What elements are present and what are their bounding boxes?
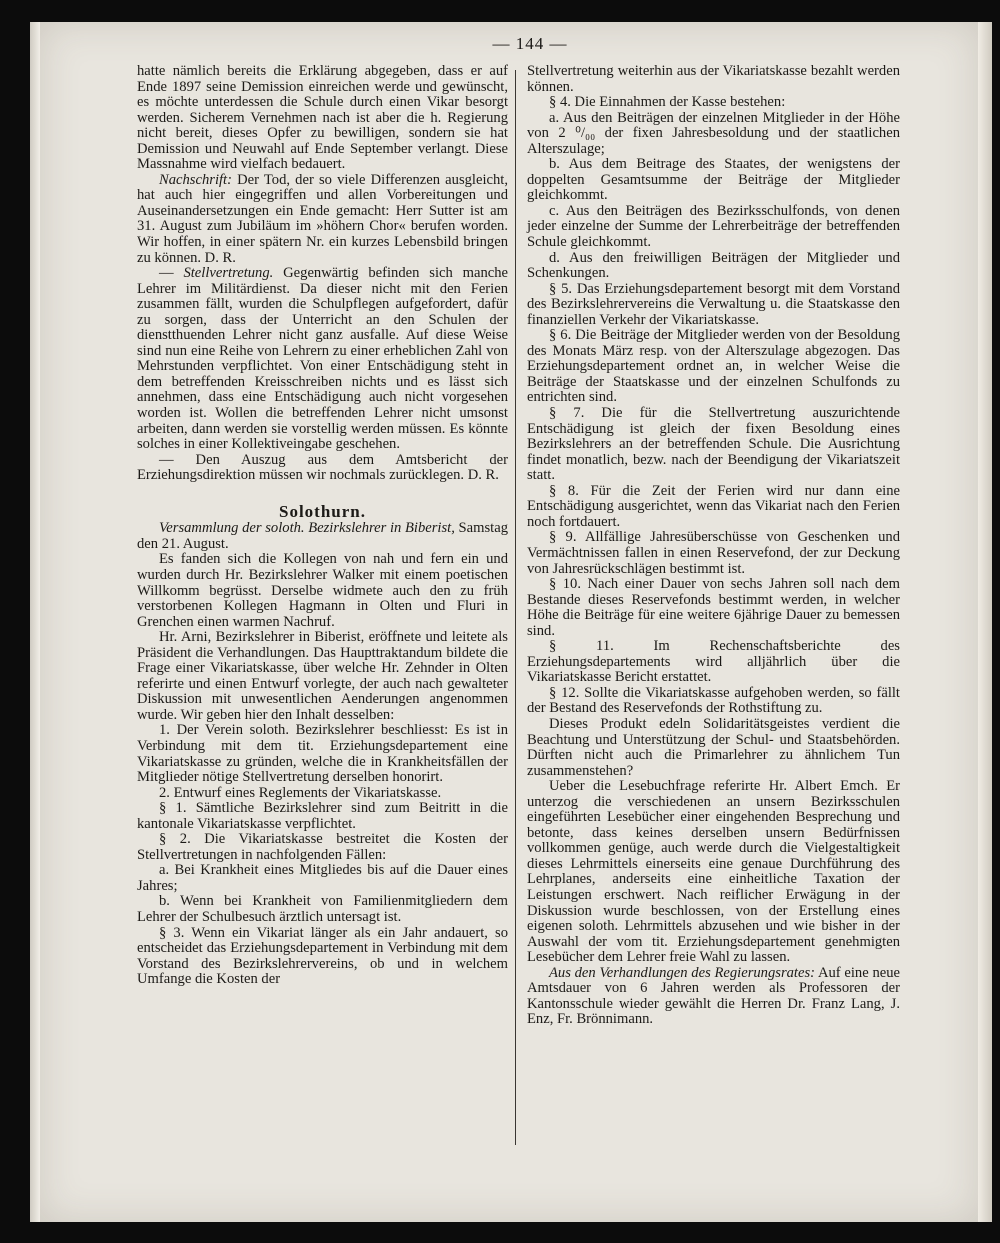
paragraph-text: § 11. Im Rechenschaftsberichte des Erziehungsdepartements wird alljährlich über die Vikariatskasse Bericht erstattet.	[527, 638, 900, 686]
right-paragraph	[527, 282, 900, 329]
paragraph-text: § 7. Die für die Stellvertretung auszurichtende Entschädigung ist gleich der fixen Besoldung eines Bezirkslehrers an der betreffenden Schule. Die Ausrichtung findet monatlich, bezw. nach der Beendigung der Vikariatszeit statt.	[527, 405, 900, 484]
right-paragraph	[527, 204, 900, 251]
left-paragraph	[137, 630, 508, 723]
left-paragraph	[137, 521, 508, 552]
paragraph-text: Stellvertretung weiterhin aus der Vikariatskasse bezahlt werden können.	[527, 63, 900, 95]
paragraph-text: § 10. Nach einer Dauer von sechs Jahren soll nach dem Bestande dieses Reservefonds bestimmt werden, in welcher Höhe die Beiträge für eine weitere 6jährige Dauer zu bemessen sind.	[527, 576, 900, 639]
paragraph-dash: —	[159, 265, 184, 282]
column-divider	[515, 70, 516, 1145]
left-paragraph	[137, 64, 508, 173]
left-paragraph	[137, 173, 508, 266]
left-paragraph	[137, 863, 508, 894]
paragraph-lead-italic: Nachschrift:	[159, 171, 232, 188]
paragraph-text: Gegenwärtig befinden sich manche Lehrer im Militärdienst. Da dieser nicht mit den Ferien zusammen fällt, wurden die Schulpflegen aufgefordert, dafür zu sorgen, dass der Unterricht an den Schulen der dienstthuenden Lehrer nicht ganz ausfalle. Auf diese Weise sind nun eine Reihe von Lehrern zu einer erheblichen Zahl von Mehrstunden verpflichtet. Von einer Entschädigung steht in dem betreffenden Kreisschreiben nichts und es lässt sich annehmen, dass eine Entschädigung auch nicht vorgesehen worden ist. Wollen die betreffenden Lehrer nicht umsonst arbeiten, dann werden sie vorstellig werden müssen. Es könnte solches in einer Kollektiveingabe geschehen.	[137, 265, 508, 453]
paragraph-text: 2. Entwurf eines Reglements der Vikariatskasse.	[159, 784, 442, 801]
left-column	[137, 64, 508, 988]
right-paragraph	[527, 484, 900, 531]
paragraph-text: Hr. Arni, Bezirkslehrer in Biberist, eröffnete und leitete als Präsident die Verhandlungen. Das Haupttraktandum bildete die Frage einer Vikariatskasse, über welche Hr. Zehnder in Olten referirte und einen Entwurf vorlegte, der auch nach gewalteter Diskussion mit unwesentlichen Aenderungen angenommen wurde. Wir geben hier den Inhalt desselben:	[137, 629, 508, 723]
paragraph-text: a. Aus den Beiträgen der einzelnen Mitglieder in der Höhe von 2 ⁰/₀₀ der fixen Jahresbesoldung und der staatlichen Alterszulage;	[527, 109, 900, 157]
paragraph-text: § 6. Die Beiträge der Mitglieder werden von der Besoldung des Monats März resp. von der Alterszulage abgezogen. Das Erziehungsdepartement ordnet an, in welcher Weise die Beiträge der Staatskasse und der einzelnen Schulfonds zu entrichten sind.	[527, 327, 900, 406]
paragraph-lead-italic: Stellvertretung.	[183, 265, 274, 282]
right-paragraph	[527, 717, 900, 779]
paragraph-text: Dieses Produkt edeln Solidaritätsgeistes verdient die Beachtung und Unterstützung der Schul- und Staatsbehörden. Dürften nicht auch die Primarlehrer zu ähnlichem Tun zusammenstehen?	[527, 715, 900, 779]
paragraph-text: Samstag den 21. August.	[137, 520, 508, 552]
left-heading: Solothurn.	[279, 501, 366, 521]
paragraph-text: § 2. Die Vikariatskasse bestreitet die Kosten der Stellvertretungen in nachfolgenden Fällen:	[137, 831, 508, 863]
left-paragraph	[137, 801, 508, 832]
right-paragraph	[527, 111, 900, 158]
page-number: — 144 —	[492, 34, 568, 53]
paragraph-text: hatte nämlich bereits die Erklärung abgegeben, dass er auf Ende 1897 seine Demission einreichen werde und gewünscht, es möchte unterdessen die Schule durch einen Vikar besorgt werden. Sicherem Vernehmen nach ist aber die h. Regierung nicht bereit, dieses Opfer zu bewilligen, sondern sie hat Demission und Neuwahl auf Ende September verlangt. Diese Massnahme wird vielfach bedauert.	[137, 63, 508, 173]
page-edge-left	[30, 22, 40, 1222]
right-paragraph	[527, 251, 900, 282]
paragraph-text: b. Aus dem Beitrage des Staates, der wenigstens der doppelten Gesamtsumme der Beiträge der Mitglieder gleichkommt.	[527, 156, 900, 204]
right-paragraph	[527, 95, 900, 111]
right-paragraph	[527, 64, 900, 95]
paragraph-text: § 3. Wenn ein Vikariat länger als ein Jahr andauert, so entscheidet das Erziehungsdepartement in Verbindung mit dem Vorstand des Bezirkslehrervereins, ob und in welchem Umfange die Kosten der	[137, 924, 508, 988]
left-paragraph	[137, 552, 508, 630]
paragraph-text: 1. Der Verein soloth. Bezirkslehrer beschliesst: Es ist in Verbindung mit dem tit. Erziehungsdepartement eine Vikariatskasse zu gründen, welche die in Krankheitsfällen der Mitglieder nötige Stellvertretung derselben honorirt.	[137, 722, 508, 786]
paragraph-text: c. Aus den Beiträgen des Bezirksschulfonds, von denen jeder einzelne der Summe der Lehrerbeiträge der betreffenden Schule gleichkommt.	[527, 202, 900, 251]
left-paragraph	[137, 266, 508, 453]
paragraph-text: § 5. Das Erziehungsdepartement besorgt mit dem Vorstand des Bezirkslehrervereins die Verwaltung u. die Staatskasse den finanziellen Verkehr der Vikariatskasse.	[527, 280, 900, 328]
right-paragraph	[527, 577, 900, 639]
left-paragraph	[137, 894, 508, 925]
right-paragraph	[527, 328, 900, 406]
paragraph-text: § 9. Allfällige Jahresüberschüsse von Geschenken und Vermächtnissen fallen in einen Reservefond, der zur Deckung von Jahresrückschlägen bestimmt ist.	[527, 529, 900, 577]
paragraph-text: § 1. Sämtliche Bezirkslehrer sind zum Beitritt in die kantonale Vikariatskasse verpflichtet.	[137, 800, 508, 832]
left-paragraph	[137, 453, 508, 484]
paragraph-text: Der Tod, der so viele Differenzen ausgleicht, hat auch hier eingegriffen und allen Vorbereitungen und Auseinandersetzungen ein Ende gemacht: Herr Sutter ist am 31. August zum Jubiläum im »höhern Chor« berufen worden. Wir hoffen, in einer spätern Nr. ein kurzes Lebensbild bringen zu können. D. R.	[137, 171, 508, 266]
paragraph-text: Auf eine neue Amtsdauer von 6 Jahren werden als Professoren der Kantonsschule wieder gewählt die Herren Dr. Franz Lang, J. Enz, Fr. Brönnimann.	[527, 964, 900, 1028]
paragraph-text: b. Wenn bei Krankheit von Familienmitgliedern dem Lehrer der Schulbesuch ärztlich untersagt ist.	[137, 893, 508, 925]
page-edge-right	[978, 22, 992, 1222]
paragraph-text: § 4. Die Einnahmen der Kasse bestehen:	[549, 94, 786, 111]
paragraph-text: a. Bei Krankheit eines Mitgliedes bis auf die Dauer eines Jahres;	[137, 862, 508, 894]
paragraph-text: Ueber die Lesebuchfrage referirte Hr. Albert Emch. Er unterzog die verschiedenen an unsern Bezirksschulen eingeführten Lesebücher einer eingehenden Besprechung und betonte, dass keines derselben unsern Bedürfnissen vollkommen genüge, auch werde durch die Vielgestaltigkeit dieses Lehrmittels einerseits eine genaue Durchführung des Lehrplanes, anderseits eine einheitliche Taxation der Leistungen erschwert. Nach reiflicher Erwägung in der Diskussion wurde beschlossen, von der Erstellung eines eigenen soloth. Lehrmittels abzusehen und wie bisher in der Auswahl der vom tit. Erziehungsdepartement genehmigten Lesebücher dem Lehrer freie Wahl zu lassen.	[527, 778, 900, 966]
right-paragraph	[527, 966, 900, 1028]
paragraph-text: Es fanden sich die Kollegen von nah und fern ein und wurden durch Hr. Bezirkslehrer Walker mit einem poetischen Willkomm begrüsst. Derselbe widmete auch den zu früh verstorbenen Kollegen Hagmann in Olten und Fluri in Grenchen einen warmen Nachruf.	[137, 551, 508, 630]
right-paragraph	[527, 530, 900, 577]
right-column	[527, 64, 900, 1028]
paragraph-lead-italic: Aus den Verhandlungen des Regierungsrates:	[549, 964, 816, 981]
paragraph-lead-italic: Versammlung der soloth. Bezirkslehrer in Biberist,	[159, 520, 455, 537]
left-paragraph	[137, 926, 508, 988]
paragraph-text: § 12. Sollte die Vikariatskasse aufgehoben werden, so fällt der Bestand des Reservefonds der Rothstiftung zu.	[527, 684, 900, 717]
left-paragraph	[137, 832, 508, 863]
right-paragraph	[527, 779, 900, 966]
right-paragraph	[527, 157, 900, 204]
left-paragraph	[137, 786, 508, 802]
paragraph-text: — Den Auszug aus dem Amtsbericht der Erziehungsdirektion müssen wir nochmals zurücklegen. D. R.	[137, 451, 508, 484]
right-paragraph	[527, 686, 900, 717]
right-paragraph	[527, 639, 900, 686]
right-paragraph	[527, 406, 900, 484]
paragraph-text: § 8. Für die Zeit der Ferien wird nur dann eine Entschädigung ausgerichtet, wenn das Vikariat nach den Ferien noch fortdauert.	[527, 482, 900, 530]
left-paragraph	[137, 723, 508, 785]
paragraph-text: d. Aus den freiwilligen Beiträgen der Mitglieder und Schenkungen.	[527, 249, 900, 282]
